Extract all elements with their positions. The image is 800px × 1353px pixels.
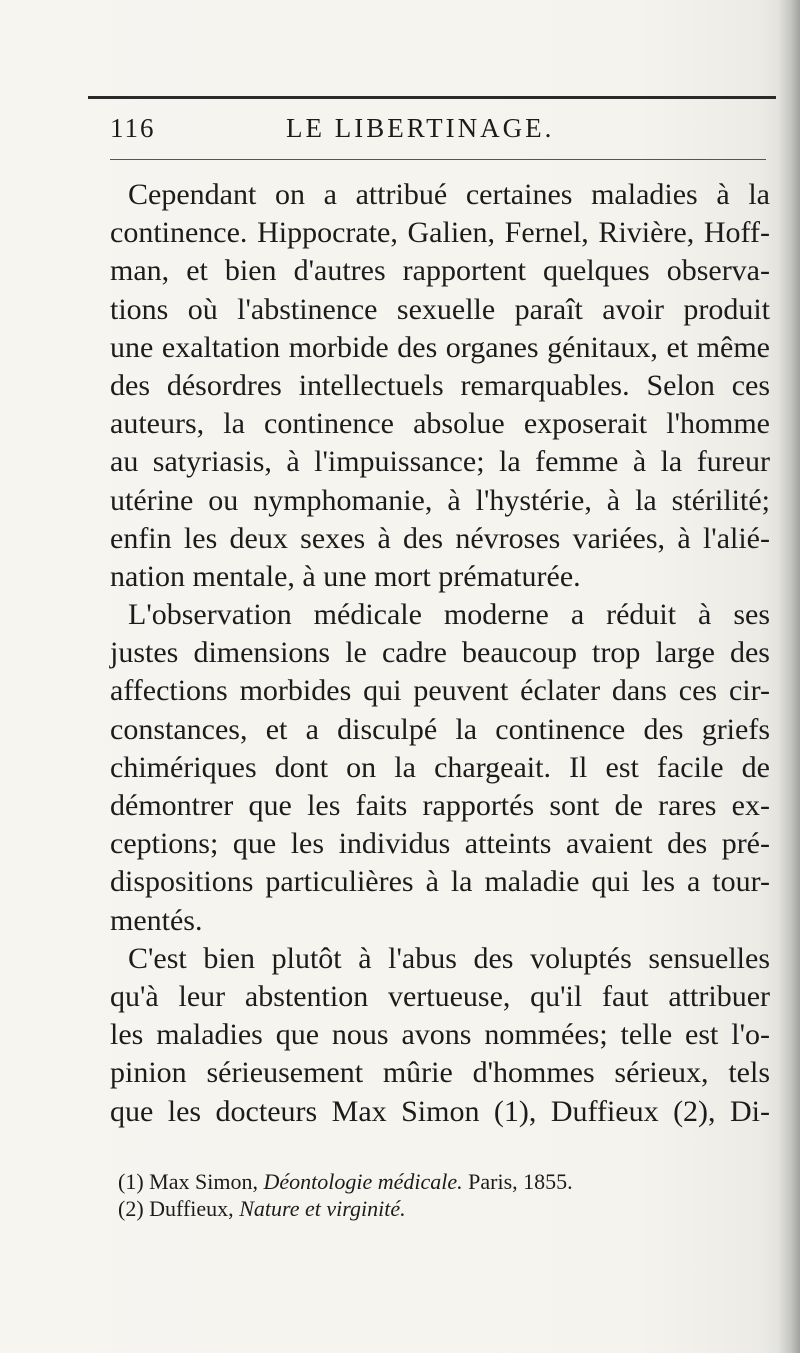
footnote-publication: Paris, 1855. <box>468 1169 573 1194</box>
text-line: ceptions; que les individus atteints avaient des pré- <box>110 827 770 861</box>
text-line: que les docteurs Max Simon (1), Duffieux (2), Di- <box>110 1094 770 1128</box>
text-line: au satyriasis, à l'impuissance; la femme à la fureur <box>110 445 770 479</box>
text-line: L'observation médicale moderne a réduit à ses <box>128 598 770 632</box>
header-rule-bottom <box>110 159 766 160</box>
text-line: dispositions particulières à la maladie qui les a tour- <box>110 865 770 899</box>
text-line: continence. Hippocrate, Galien, Fernel, Rivière, Hoff- <box>110 216 770 250</box>
footnote-author: Duffieux, <box>149 1196 234 1221</box>
text-line: démontrer que les faits rapportés sont de rares ex- <box>110 789 770 822</box>
text-line: qu'à leur abstention vertueuse, qu'il faut attribuer <box>110 979 770 1013</box>
footnote-mark: (1) <box>118 1169 144 1194</box>
text-line: tions où l'abstinence sexuelle paraît avoir produit <box>110 292 770 326</box>
text-line: mentés. <box>110 903 203 937</box>
footnotes <box>118 1168 778 1222</box>
page-number: 116 <box>110 113 156 143</box>
text-line: les maladies que nous avons nommées; telle est l'o- <box>110 1018 770 1052</box>
text-line: enfin les deux sexes à des névroses variées, à l'alié- <box>110 521 770 555</box>
header-rule-top <box>88 96 776 99</box>
page-edge-shadow <box>778 0 800 1353</box>
footnote-mark: (2) <box>118 1196 144 1221</box>
text-line: justes dimensions le cadre beaucoup trop large des <box>110 636 770 670</box>
footnote-title: Déontologie médicale. <box>263 1169 463 1194</box>
footnote-author: Max Simon, <box>149 1169 258 1194</box>
text-line: C'est bien plutôt à l'abus des voluptés sensuelles <box>128 941 770 975</box>
text-line: man, et bien d'autres rapportent quelques observa- <box>110 254 770 288</box>
text-line: des désordres intellectuels remarquables. Selon ces <box>110 368 770 402</box>
text-line: pinion sérieusement mûrie d'hommes sérieux, tels <box>110 1056 770 1090</box>
body-text <box>110 176 770 1131</box>
footnote-2 <box>118 1195 778 1222</box>
running-title: LE LIBERTINAGE. <box>286 113 555 143</box>
running-head <box>0 105 800 149</box>
text-line: constances, et a disculpé la continence des griefs <box>110 712 770 746</box>
text-line: nation mentale, à une mort prématurée. <box>110 559 581 593</box>
text-line: utérine ou nymphomanie, à l'hystérie, à la stérilité; <box>110 483 770 517</box>
text-line: Cependant on a attribué certaines maladies à la <box>128 178 770 211</box>
text-line: une exaltation morbide des organes génitaux, et même <box>110 330 770 364</box>
text-line: affections morbides qui peuvent éclater dans ces cir- <box>110 674 770 708</box>
text-line: auteurs, la continence absolue exposerait l'homme <box>110 407 770 441</box>
footnote-1 <box>118 1168 778 1195</box>
footnote-title: Nature et virginité. <box>239 1196 406 1221</box>
text-line: chimériques dont on la chargeait. Il est facile de <box>110 750 770 784</box>
